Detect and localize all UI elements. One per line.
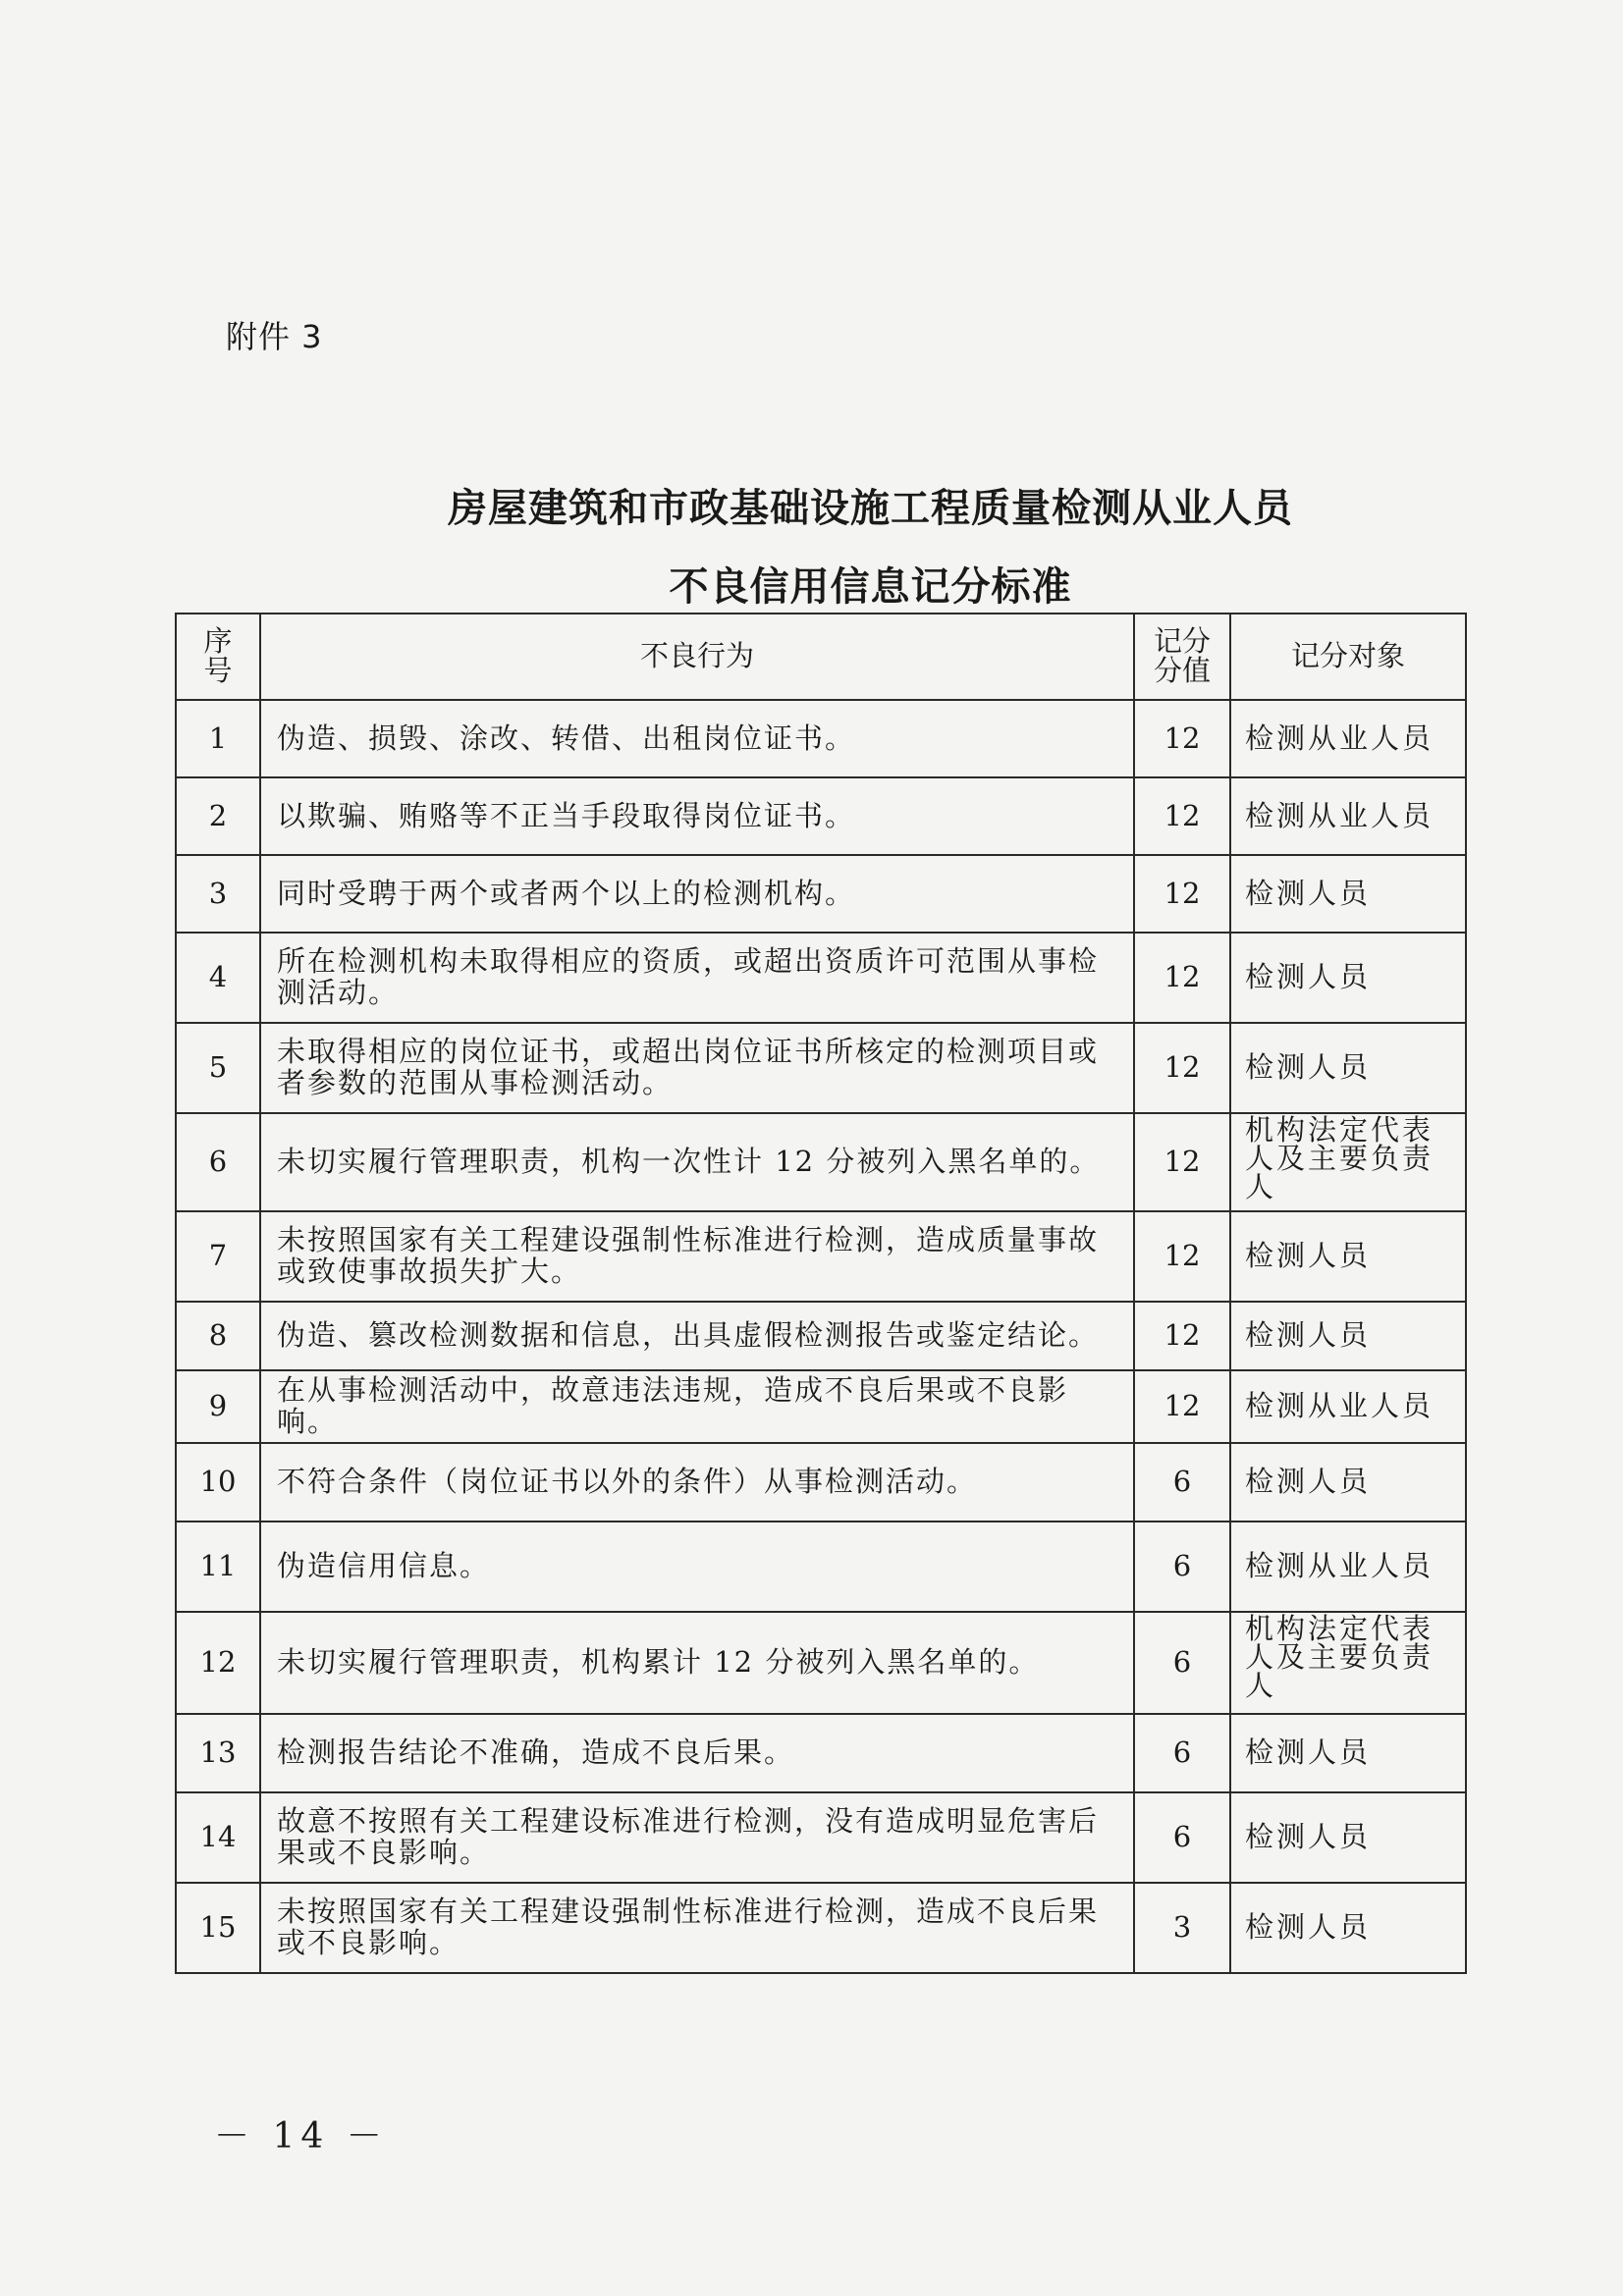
row-behavior: 伪造、损毁、涂改、转借、出租岗位证书。 [260,700,1134,777]
row-target: 检测人员 [1230,933,1466,1023]
header-behavior: 不良行为 [260,614,1134,700]
row-number: 7 [176,1211,260,1302]
row-score: 12 [1134,1370,1230,1443]
header-score [1134,614,1230,700]
row-behavior: 检测报告结论不准确，造成不良后果。 [260,1714,1134,1792]
row-score: 6 [1134,1792,1230,1883]
table-row [176,855,1466,933]
header-score-text: 记分分值 [1153,623,1211,688]
row-target: 机构法定代表人及主要负责人 [1230,1612,1466,1714]
row-number: 4 [176,933,260,1023]
attachment-label: 附件 3 [226,318,323,355]
header-no [176,614,260,700]
row-behavior: 以欺骗、贿赂等不正当手段取得岗位证书。 [260,777,1134,855]
row-behavior: 未按照国家有关工程建设强制性标准进行检测，造成不良后果或不良影响。 [260,1883,1134,1973]
row-target: 检测人员 [1230,1443,1466,1522]
row-number: 6 [176,1113,260,1211]
row-behavior: 伪造、篡改检测数据和信息，出具虚假检测报告或鉴定结论。 [260,1302,1134,1370]
row-target: 检测从业人员 [1230,1370,1466,1443]
row-number: 5 [176,1023,260,1113]
page-number: － 14 － [214,2116,388,2157]
table-row [176,933,1466,1023]
table-row [176,777,1466,855]
table-header-row [176,614,1466,700]
row-number: 1 [176,700,260,777]
row-target: 检测从业人员 [1230,777,1466,855]
row-number: 13 [176,1714,260,1792]
row-score: 6 [1134,1612,1230,1714]
row-number: 10 [176,1443,260,1522]
row-target: 检测人员 [1230,1302,1466,1370]
table-row [176,1612,1466,1714]
row-score: 6 [1134,1522,1230,1612]
table-row [176,1443,1466,1522]
row-score: 12 [1134,1302,1230,1370]
row-target: 检测人员 [1230,1211,1466,1302]
table-row [176,1370,1466,1443]
row-behavior: 在从事检测活动中，故意违法违规，造成不良后果或不良影响。 [260,1370,1134,1443]
row-behavior: 未按照国家有关工程建设强制性标准进行检测，造成质量事故或致使事故损失扩大。 [260,1211,1134,1302]
table-row [176,1023,1466,1113]
row-score: 12 [1134,777,1230,855]
row-target: 检测从业人员 [1230,700,1466,777]
row-score: 6 [1134,1443,1230,1522]
row-number: 3 [176,855,260,933]
row-behavior: 不符合条件（岗位证书以外的条件）从事检测活动。 [260,1443,1134,1522]
table-row [176,700,1466,777]
table-row [176,1113,1466,1211]
document-title-line1: 房屋建筑和市政基础设施工程质量检测从业人员 [448,486,1293,531]
row-number: 12 [176,1612,260,1714]
row-behavior: 所在检测机构未取得相应的资质，或超出资质许可范围从事检测活动。 [260,933,1134,1023]
table-row [176,1522,1466,1612]
row-behavior: 故意不按照有关工程建设标准进行检测，没有造成明显危害后果或不良影响。 [260,1792,1134,1883]
row-target: 检测人员 [1230,1714,1466,1792]
row-score: 12 [1134,933,1230,1023]
row-score: 3 [1134,1883,1230,1973]
row-behavior: 未切实履行管理职责，机构累计 12 分被列入黑名单的。 [260,1612,1134,1714]
table-row [176,1714,1466,1792]
document-title-line2: 不良信用信息记分标准 [669,564,1072,610]
row-target: 检测人员 [1230,1023,1466,1113]
row-score: 12 [1134,1211,1230,1302]
table-row [176,1211,1466,1302]
row-number: 14 [176,1792,260,1883]
row-score: 12 [1134,700,1230,777]
table-row [176,1883,1466,1973]
row-behavior: 未切实履行管理职责，机构一次性计 12 分被列入黑名单的。 [260,1113,1134,1211]
row-number: 11 [176,1522,260,1612]
table-row [176,1792,1466,1883]
row-target: 检测从业人员 [1230,1522,1466,1612]
row-score: 6 [1134,1714,1230,1792]
row-behavior: 同时受聘于两个或者两个以上的检测机构。 [260,855,1134,933]
table-row [176,1302,1466,1370]
row-behavior: 伪造信用信息。 [260,1522,1134,1612]
row-target: 机构法定代表人及主要负责人 [1230,1113,1466,1211]
row-number: 15 [176,1883,260,1973]
row-target: 检测人员 [1230,855,1466,933]
row-number: 8 [176,1302,260,1370]
row-score: 12 [1134,1113,1230,1211]
row-score: 12 [1134,1023,1230,1113]
row-score: 12 [1134,855,1230,933]
row-number: 9 [176,1370,260,1443]
header-no-text: 序号 [203,623,233,688]
header-target: 记分对象 [1230,614,1466,700]
row-target: 检测人员 [1230,1883,1466,1973]
row-target: 检测人员 [1230,1792,1466,1883]
row-number: 2 [176,777,260,855]
row-behavior: 未取得相应的岗位证书，或超出岗位证书所核定的检测项目或者参数的范围从事检测活动。 [260,1023,1134,1113]
scoring-table [175,613,1467,1974]
